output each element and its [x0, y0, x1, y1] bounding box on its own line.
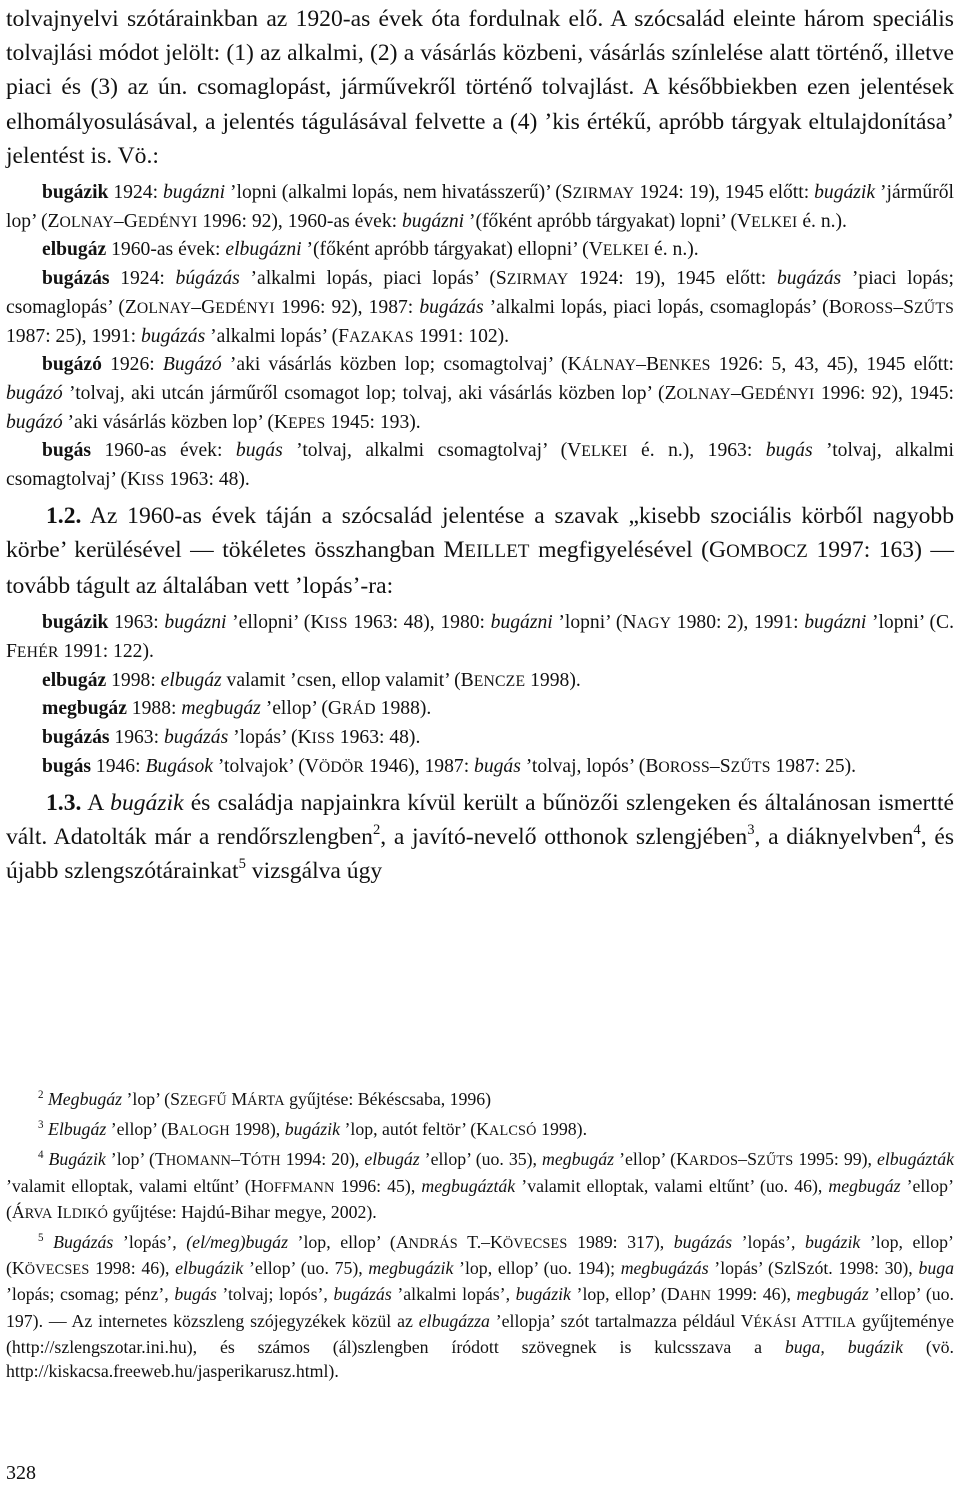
entry-headword: elbugáz [42, 669, 107, 691]
entry-bugas: bugás 1960-as évek: bugás ’tolvaj, alkalmi csomagtolvaj’ (VELKEI é. n.), 1963: bugás ’tolvaj, alkalmi csomagtolvaj’ (KISS 1963: 48). [6, 440, 954, 491]
footnote-3: $^3$ Elbugáz ’ellop’ (BALOGH 1998), bugázik ’lop, autót feltör’ (KALCSÓ 1998). [38, 1118, 588, 1140]
paragraph-1-3: 1.3. A bugázik és családja napjainkra kívül került a bűnözői szlengeken és általánosan ismertté vált. Adatolták már a rendőrszlengben$^2$, a javító-nevelő otthonok szlengjében$^3$, a diáknyelvben$^4$, és újabb szlengszótárainkat$^5$ vizsgálva úgy [6, 789, 954, 884]
entry-headword: bugázás [42, 268, 110, 290]
entry-headword: bugás [42, 440, 92, 462]
section-number: 1.3. [46, 789, 82, 816]
section-number: 1.2. [46, 502, 82, 529]
entry-headword: bugázás [42, 727, 110, 749]
page-number: 328 [6, 1462, 36, 1484]
paragraph-intro-text: tolvajnyelvi szótárainkban az 1920-as évek óta fordulnak elő. A szócsalád eleinte három speciális tolvajlási módot jelölt: (1) az alkalmi, (2) a vásárlás közbeni, vásárlás színlelése alatt történő, illetve piaci és (3) az ún. csomaglopást, járművekről történő tolvajlást. A későbbiekben ezen jelentések elhomályosulásával, a jelentés tágulásával felvette a (4) ’kis értékű, apróbb tárgyak eltulajdonítása’ jelentést is. Vö.: [6, 6, 954, 169]
entry-bugazik: bugázik 1963: bugázni ’ellopni’ (KISS 1963: 48), 1980: bugázni ’lopni’ (NAGY 1980: 2), 1991: bugázni ’lopni’ (C. FEHÉR 1991: 122). [6, 612, 954, 663]
entry-bugazik: bugázik 1924: bugázni ’lopni (alkalmi lopás, nem hivatásszerű)’ (SZIRMAY 1924: 19), 1945 előtt: bugázik ’járműről lop’ (ZOLNAY–GEDÉNYI 1996: 92), 1960-as évek: bugázni ’(főként apróbb tárgyakat) lopni’ (VELKEI é. n.). [6, 182, 954, 232]
page-body [6, 0, 954, 888]
footnote-5: $^5$ Bugázás ’lopás’, (el/meg)bugáz ’lop, ellop’ (ANDRÁS T.–KÖVECSES 1989: 317), bugázás ’lopás’, bugázik ’lop, ellop’ (KÖVECSES 1998: 46), elbugázik ’ellop’ (uo. 75), megbugázik ’lop, ellop’ (uo. 194); megbugázás ’lopás’ (SzlSzót. 1998: 30), buga ’lopás; csomag; pénz’, bugás ’tolvaj; lopós’, bugázás ’alkalmi lopás’, bugázik ’lop, ellop’ (DAHN 1999: 46), megbugáz ’ellop’ (uo. 197). — Az internetes közszleng szójegyzékek közül az elbugázza ’ellopja’ szót tartalmazza például VÉKÁSI ATTILA gyűjteménye (http://szlengszotar.ini.hu), és számos (ál)szlengben íródott szövegnek is kulcsszava a buga, bugázik (vö. http://kiskacsa.freeweb.hu/jasperikarusz.html). [6, 1231, 955, 1382]
entry-bugazas: bugázás 1963: bugázás ’lopás’ (KISS 1963: 48). [42, 727, 421, 749]
paragraph-intro [6, 2, 954, 173]
footnote-ref: 2 [372, 822, 381, 839]
footnotes [6, 1087, 954, 1383]
entry-headword: bugázik [42, 182, 109, 204]
entry-bugazo: bugázó 1926: Bugázó ’aki vásárlás közben lop; csomagtolvaj’ (KÁLNAY–BENKES 1926: 5, 43, 45), 1945 előtt: bugázó ’tolvaj, aki utcán járműről csomagot lop; tolvaj, aki vásárlás közben lop’ (ZOLNAY–GEDÉNYI 1996: 92), 1945: bugázó ’aki vásárlás közben lop’ (KEPES 1945: 193). [6, 354, 955, 433]
footnote-ref: 4 [913, 822, 921, 839]
entry-list-historical [6, 179, 954, 495]
entry-headword: megbugáz [42, 698, 127, 720]
entry-elbugaz: elbugáz 1960-as évek: elbugázni ’(főként apróbb tárgyakat) ellopni’ (VELKEI é. n.). [42, 239, 699, 261]
entry-bugazas: bugázás 1924: búgázás ’alkalmi lopás, piaci lopás’ (SZIRMAY 1924: 19), 1945 előtt: bugázás ’piaci lopás; csomaglopás’ (ZOLNAY–GEDÉNYI 1996: 92), 1987: bugázás ’alkalmi lopás, piaci lopás, csomaglopás’ (BOROSS–SZŰTS 1987: 25), 1991: bugázás ’alkalmi lopás’ (FAZAKAS 1991: 102). [6, 268, 955, 347]
entry-headword: bugázik [42, 612, 109, 634]
entry-megbugaz: megbugáz 1988: megbugáz ’ellop’ (GRÁD 1988). [42, 698, 432, 720]
entry-headword: elbugáz [42, 239, 107, 261]
entry-headword: bugás [42, 755, 92, 777]
entry-elbugaz: elbugáz 1998: elbugáz valamit ’csen, ellop valamit’ (BENCZE 1998). [42, 669, 581, 691]
paragraph-1-2: 1.2. Az 1960-as évek táján a szócsalád jelentése a szavak „kisebb szociális körből nagyobb körbe’ kerülésével — tökéletes összhangban MEILLET megfigyelésével (GOMBOCZ 1997: 163) — tovább tágult az általában vett ’lopás’-ra: [6, 502, 954, 600]
footnote-4: $^4$ Bugázik ’lop’ (THOMANN–TÓTH 1994: 20), elbugáz ’ellop’ (uo. 35), megbugáz ’ellop’ (KARDOS–SZŰTS 1995: 99), elbugázták ’valamit elloptak, valami eltűnt’ (HOFFMANN 1996: 45), megbugázták ’valamit elloptak, valami eltűnt’ (uo. 46), megbugáz ’ellop’ (ÁRVA ILDIKÓ gyűjtése: Hajdú-Bihar megye, 2002). [6, 1148, 954, 1222]
footnote-ref: 3 [747, 822, 755, 839]
entry-headword: bugázó [42, 354, 102, 376]
entry-bugas: bugás 1946: Bugások ’tolvajok’ (VÖDÖR 1946), 1987: bugás ’tolvaj, lopós’ (BOROSS–SZŰTS 1987: 25). [42, 755, 857, 777]
footnote-2: $^2$ Megbugáz ’lop’ (SZEGFŰ MÁRTA gyűjtése: Békéscsaba, 1996) [38, 1088, 492, 1109]
entry-list-modern [6, 609, 954, 781]
footnote-ref: 5 [238, 856, 246, 873]
